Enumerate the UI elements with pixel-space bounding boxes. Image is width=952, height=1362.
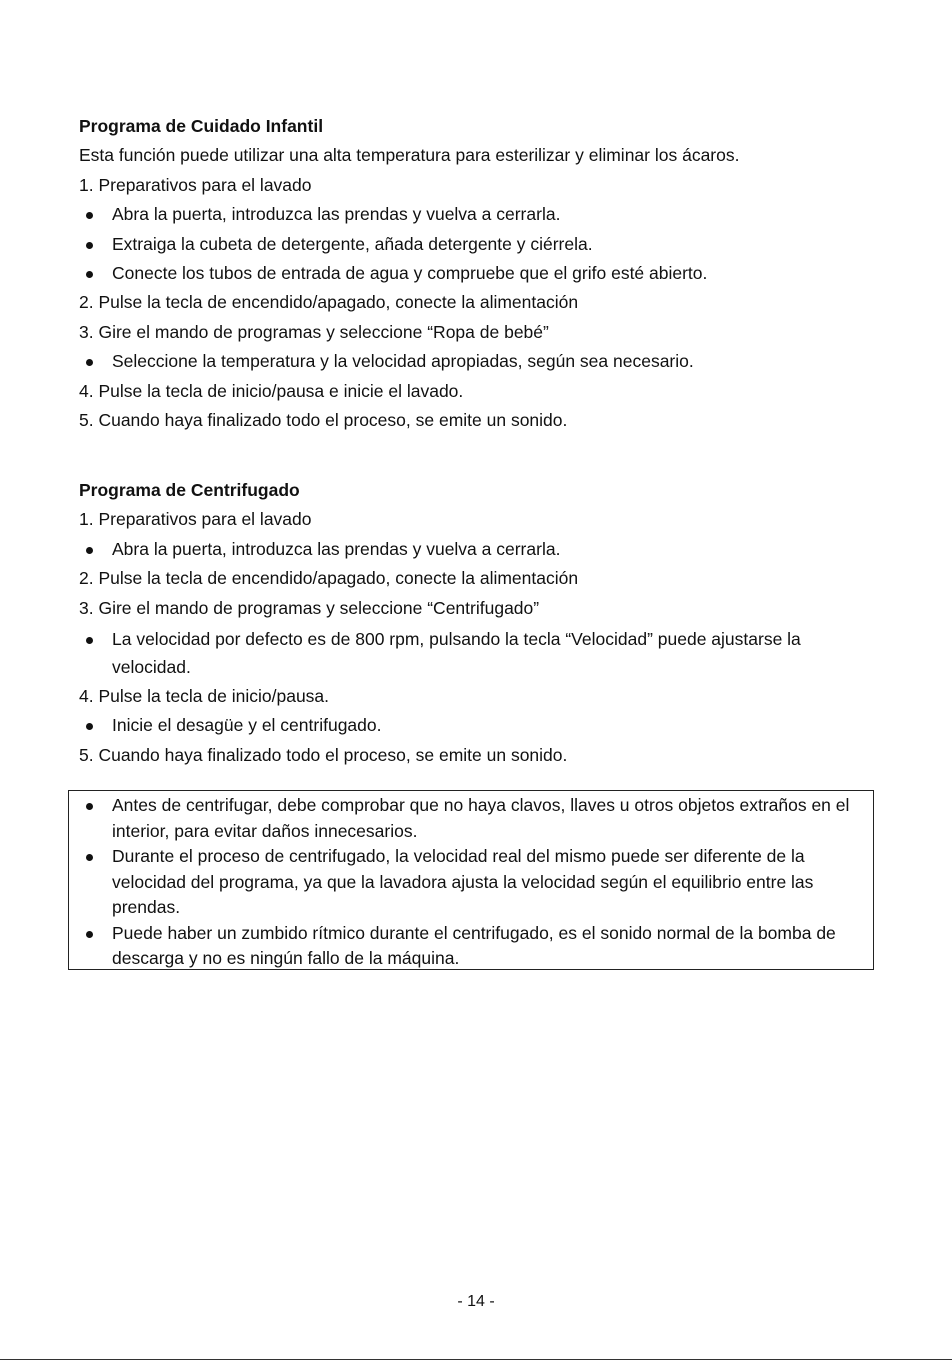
intro-text: Esta función puede utilizar una alta temperatura para esterilizar y eliminar los ácaros.	[79, 145, 740, 166]
section-title: Programa de Centrifugado	[79, 480, 300, 500]
step-3: 3. Gire el mando de programas y seleccione “Ropa de bebé”	[79, 321, 549, 342]
note-item: Durante el proceso de centrifugado, la velocidad real del mismo puede ser diferente de la velocidad del programa, ya que la lavadora ajusta la velocidad según el equilibrio entre las prendas.	[79, 844, 863, 921]
notes-box	[68, 790, 874, 970]
section-title: Programa de Cuidado Infantil	[79, 116, 324, 136]
step-4: 4. Pulse la tecla de inicio/pausa e inicie el lavado.	[79, 380, 464, 401]
section-centrifugado	[79, 476, 879, 770]
step-1: 1. Preparativos para el lavado	[79, 509, 312, 530]
bullet-item: Abra la puerta, introduzca las prendas y vuelva a cerrarla.	[79, 535, 879, 564]
step-5: 5. Cuando haya finalizado todo el proceso, se emite un sonido.	[79, 744, 568, 765]
section-cuidado-infantil	[79, 112, 879, 435]
page-number: - 14 -	[457, 1293, 495, 1310]
bullet-item: Abra la puerta, introduzca las prendas y vuelva a cerrarla.	[79, 200, 879, 229]
bullet-item: La velocidad por defecto es de 800 rpm, pulsando la tecla “Velocidad” puede ajustarse la velocidad.	[79, 625, 882, 682]
bottom-divider	[0, 1359, 952, 1360]
bullet-item: Seleccione la temperatura y la velocidad apropiadas, según sea necesario.	[79, 347, 879, 376]
step-5: 5. Cuando haya finalizado todo el proceso, se emite un sonido.	[79, 409, 568, 430]
step-4: 4. Pulse la tecla de inicio/pausa.	[79, 685, 330, 706]
step-2: 2. Pulse la tecla de encendido/apagado, conecte la alimentación	[79, 568, 579, 589]
step-1: 1. Preparativos para el lavado	[79, 174, 312, 195]
bullet-item: Extraiga la cubeta de detergente, añada detergente y ciérrela.	[79, 230, 879, 259]
bullet-item: Conecte los tubos de entrada de agua y compruebe que el grifo esté abierto.	[79, 259, 879, 288]
step-2: 2. Pulse la tecla de encendido/apagado, conecte la alimentación	[79, 292, 579, 313]
note-item: Puede haber un zumbido rítmico durante el centrifugado, es el sonido normal de la bomba de descarga y no es ningún fallo de la máquina.	[79, 921, 863, 972]
note-item: Antes de centrifugar, debe comprobar que no haya clavos, llaves u otros objetos extraños en el interior, para evitar daños innecesarios.	[79, 793, 863, 844]
bullet-item: Inicie el desagüe y el centrifugado.	[79, 711, 879, 740]
step-3: 3. Gire el mando de programas y seleccione “Centrifugado”	[79, 597, 540, 618]
